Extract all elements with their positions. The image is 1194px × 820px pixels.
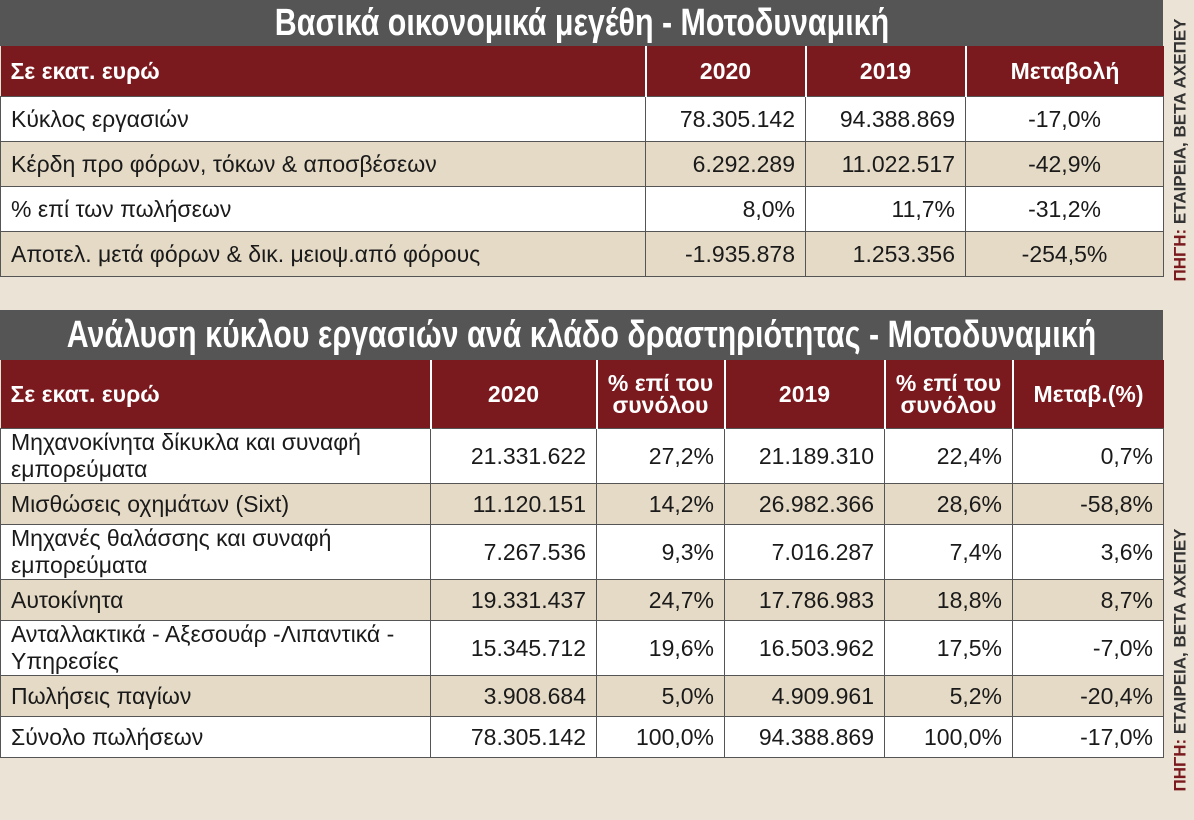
table-row bbox=[1, 676, 1164, 717]
table-header-row bbox=[1, 360, 1164, 429]
cell-2019: 1.253.356 bbox=[806, 232, 966, 277]
row-label: Αυτοκίνητα bbox=[1, 580, 431, 621]
source-label: ΠΗΓΗ: bbox=[1171, 738, 1190, 792]
revenue-breakdown-title: Ανάλυση κύκλου εργασιών ανά κλάδο δραστηριότητας - Μοτοδυναμική bbox=[0, 310, 1163, 360]
cell-share-2020: 24,7% bbox=[597, 580, 725, 621]
cell-2019: 11,7% bbox=[806, 187, 966, 232]
row-label: Σύνολο πωλήσεων bbox=[1, 717, 431, 758]
table-row bbox=[1, 232, 1164, 277]
row-label: Κέρδη προ φόρων, τόκων & αποσβέσεων bbox=[1, 142, 646, 187]
cell-share-2020: 27,2% bbox=[597, 429, 725, 484]
cell-2020: 8,0% bbox=[646, 187, 806, 232]
row-label: Μηχανοκίνητα δίκυκλα και συναφή εμπορεύματα bbox=[1, 429, 431, 484]
column-header-unit: Σε εκατ. ευρώ bbox=[1, 360, 431, 429]
cell-change: -42,9% bbox=[966, 142, 1164, 187]
table-row bbox=[1, 142, 1164, 187]
source-text: ΕΤΑΙΡΕΙΑ, BETA ΑΧΕΠΕΥ bbox=[1171, 528, 1190, 735]
cell-share-2020: 5,0% bbox=[597, 676, 725, 717]
cell-change: 3,6% bbox=[1013, 525, 1164, 580]
cell-share-2020: 14,2% bbox=[597, 484, 725, 525]
cell-2019: 94.388.869 bbox=[725, 717, 885, 758]
cell-change: -58,8% bbox=[1013, 484, 1164, 525]
cell-2019: 17.786.983 bbox=[725, 580, 885, 621]
table-row bbox=[1, 429, 1164, 484]
column-header-share-2019: % επί του συνόλου bbox=[885, 360, 1013, 429]
cell-2020: 78.305.142 bbox=[646, 97, 806, 142]
cell-2020: 11.120.151 bbox=[431, 484, 597, 525]
source-note bbox=[1168, 500, 1194, 820]
cell-change: -7,0% bbox=[1013, 621, 1164, 676]
cell-2020: 78.305.142 bbox=[431, 717, 597, 758]
cell-2020: -1.935.878 bbox=[646, 232, 806, 277]
cell-share-2019: 28,6% bbox=[885, 484, 1013, 525]
revenue-breakdown-panel bbox=[0, 310, 1163, 758]
column-header-share-2020: % επί του συνόλου bbox=[597, 360, 725, 429]
cell-2019: 7.016.287 bbox=[725, 525, 885, 580]
source-note bbox=[1168, 0, 1194, 300]
cell-2020: 7.267.536 bbox=[431, 525, 597, 580]
cell-2019: 11.022.517 bbox=[806, 142, 966, 187]
column-header-2019: 2019 bbox=[806, 46, 966, 97]
column-header-2020: 2020 bbox=[431, 360, 597, 429]
cell-2020: 15.345.712 bbox=[431, 621, 597, 676]
column-header-unit: Σε εκατ. ευρώ bbox=[1, 46, 646, 97]
cell-2019: 21.189.310 bbox=[725, 429, 885, 484]
row-label: Μηχανές θαλάσσης και συναφή εμπορεύματα bbox=[1, 525, 431, 580]
table-header-row bbox=[1, 46, 1164, 97]
cell-share-2020: 19,6% bbox=[597, 621, 725, 676]
revenue-breakdown-table bbox=[0, 360, 1164, 758]
column-header-change: Μεταβολή bbox=[966, 46, 1164, 97]
cell-change: -17,0% bbox=[966, 97, 1164, 142]
column-header-change: Μεταβ.(%) bbox=[1013, 360, 1164, 429]
financials-panel bbox=[0, 0, 1163, 277]
cell-2020: 6.292.289 bbox=[646, 142, 806, 187]
row-label: % επί των πωλήσεων bbox=[1, 187, 646, 232]
table-row bbox=[1, 580, 1164, 621]
cell-share-2019: 18,8% bbox=[885, 580, 1013, 621]
table-row bbox=[1, 97, 1164, 142]
cell-share-2019: 22,4% bbox=[885, 429, 1013, 484]
cell-share-2019: 5,2% bbox=[885, 676, 1013, 717]
table-row bbox=[1, 187, 1164, 232]
source-text: ΕΤΑΙΡΕΙΑ, BETA ΑΧΕΠΕΥ bbox=[1171, 18, 1190, 225]
cell-change: -17,0% bbox=[1013, 717, 1164, 758]
cell-2019: 16.503.962 bbox=[725, 621, 885, 676]
source-label: ΠΗΓΗ: bbox=[1171, 228, 1190, 282]
cell-share-2019: 17,5% bbox=[885, 621, 1013, 676]
cell-share-2019: 7,4% bbox=[885, 525, 1013, 580]
row-label: Μισθώσεις οχημάτων (Sixt) bbox=[1, 484, 431, 525]
row-label: Κύκλος εργασιών bbox=[1, 97, 646, 142]
cell-2019: 94.388.869 bbox=[806, 97, 966, 142]
cell-share-2019: 100,0% bbox=[885, 717, 1013, 758]
table-row bbox=[1, 484, 1164, 525]
cell-change: -20,4% bbox=[1013, 676, 1164, 717]
cell-2020: 19.331.437 bbox=[431, 580, 597, 621]
column-header-2019: 2019 bbox=[725, 360, 885, 429]
cell-change: -254,5% bbox=[966, 232, 1164, 277]
cell-2019: 26.982.366 bbox=[725, 484, 885, 525]
cell-change: 0,7% bbox=[1013, 429, 1164, 484]
cell-2020: 21.331.622 bbox=[431, 429, 597, 484]
row-label: Ανταλλακτικά - Αξεσουάρ -Λιπαντικά - Υπηρεσίες bbox=[1, 621, 431, 676]
cell-change: 8,7% bbox=[1013, 580, 1164, 621]
row-label: Αποτελ. μετά φόρων & δικ. μειοψ.από φόρους bbox=[1, 232, 646, 277]
row-label: Πωλήσεις παγίων bbox=[1, 676, 431, 717]
table-row bbox=[1, 621, 1164, 676]
table-row bbox=[1, 525, 1164, 580]
cell-2019: 4.909.961 bbox=[725, 676, 885, 717]
financials-table bbox=[0, 46, 1164, 277]
cell-share-2020: 9,3% bbox=[597, 525, 725, 580]
cell-change: -31,2% bbox=[966, 187, 1164, 232]
table-row bbox=[1, 717, 1164, 758]
cell-2020: 3.908.684 bbox=[431, 676, 597, 717]
column-header-2020: 2020 bbox=[646, 46, 806, 97]
cell-share-2020: 100,0% bbox=[597, 717, 725, 758]
financials-title: Βασικά οικονομικά μεγέθη - Μοτοδυναμική bbox=[0, 0, 1163, 46]
